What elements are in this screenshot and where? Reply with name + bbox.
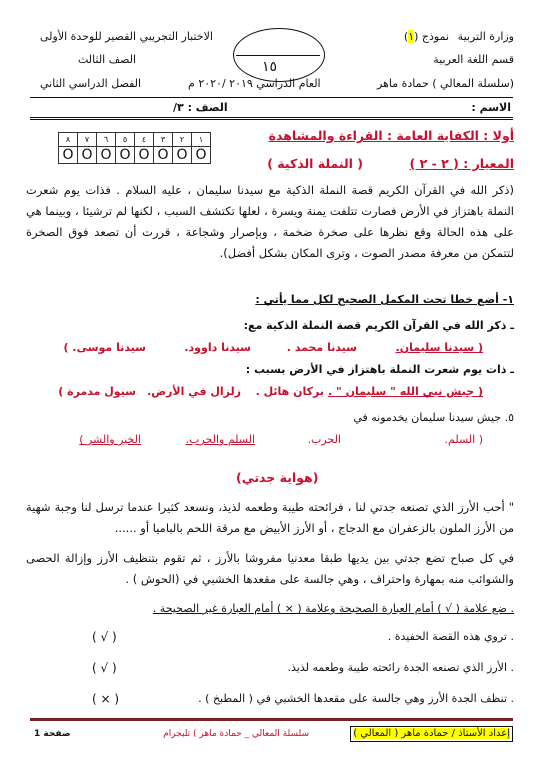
grid-number: ٧ [78, 133, 97, 147]
q1-option-1: ( سيدنا سليمان. [395, 341, 483, 354]
grid-circle: O [116, 147, 135, 164]
q3-option-2: الحرب. [307, 433, 341, 446]
score-value: ١٥ [262, 59, 278, 75]
header-bottom-line [30, 117, 513, 118]
model-label [404, 30, 449, 44]
story2-paragraph2: في كل صباح تضع جدتي بين يديها طبقا معدنيا مفروشا بالأرز ، ثم تقوم بتنظيف الأرز وإزالة الحصى والشوائب منه بمهارة واحتراف ، وهي جالسة على مقعدها الخشبي في (الحوش ) . [26, 551, 514, 586]
tf-item-2-mark: ( √ ) [92, 661, 117, 675]
section1-title: أولا : الكفاية العامة : القراءة والمشاهدة [268, 128, 514, 143]
instruction-text: . ضع علامة ( √ ) أمام العبارة الصحيحة وعلامة ( × ) أمام العبارة غير الصحيحة . [152, 602, 514, 615]
q2-option-4: سيول مدمرة ) [58, 385, 136, 398]
model-close: ) [403, 30, 409, 43]
grid-circle: O [59, 147, 78, 164]
q1-option-2: سيدنا محمد . [286, 341, 357, 354]
question1-item1: ـ ذكر الله في القرآن الكريم قصة النملة الذكية مع: [243, 319, 514, 332]
question1-title: ١- أضع خطا تحت المكمل الصحيح لكل مما يأتي : [255, 293, 514, 306]
grid-number-row [59, 133, 211, 147]
tf-item-3-mark: ( × ) [92, 692, 120, 706]
header-bottom-line-2 [30, 119, 513, 120]
tf-item-2-text: . الأرز الذي تصنعه الجدة رائحته طيبة وطعمه لذيذ. [287, 661, 514, 674]
q1-option-3: سيدنا داوود. [184, 341, 251, 354]
grade-label: الصف الثالث [78, 53, 137, 66]
score-divider [236, 55, 320, 56]
model-text: نموذج ( [414, 30, 449, 43]
grid-number: ١ [192, 133, 211, 147]
q2-option-3: زلزال في الأرض. [147, 385, 241, 398]
grid-circle: O [97, 147, 116, 164]
exam-title: الاختبار التجريبي القصير للوحدة الأولى [40, 30, 213, 43]
tf-item-1-text: . تروي هذه القصة الحفيدة . [387, 630, 514, 643]
answer-grid [58, 132, 211, 164]
grid-number: ٦ [97, 133, 116, 147]
model-number: ١ [408, 30, 415, 43]
q1-option-4: سيدنا موسى. ) [63, 341, 146, 354]
footer-bar [30, 718, 513, 721]
footer-channel: سلسلة المعالي _ حمادة ماهر ) تليجرام [163, 729, 309, 739]
tf-item-1-mark: ( √ ) [92, 630, 117, 644]
story2-paragraph1: " أحب الأرز الذي تصنعه جدتي لنا ، فرائحته طيبة وطعمه لذيذ، ونسعد كثيرا عندما ترسل لنا وجبة شهية من الأرز الملون بالزعفران مع الدجاج ، أو الأرز الأبيض مع مرقة اللحم بالباميا أو ...... [26, 500, 514, 535]
q2-option-1: ( جيش نبي الله " سليمان " . [328, 385, 483, 398]
grid-circle: O [78, 147, 97, 164]
grid-number: ٢ [173, 133, 192, 147]
q3-option-4: الخير والشر ) [79, 433, 141, 446]
semester-label: الفصل الدراسي الثاني [40, 77, 142, 90]
story2-title: (هواية جدتي) [236, 470, 319, 485]
q3-option-1: ( السلم. [444, 433, 483, 446]
department-label: قسم اللغة العربية [433, 53, 514, 66]
academic-year: العام الدراسي ٢٠١٩ /٢٠٢٠ م [188, 77, 321, 90]
q2-option-2: بركان هائل . [255, 385, 324, 398]
story-title: ( النملة الذكية ) [267, 156, 363, 171]
page-number: صفحة 1 [34, 729, 71, 739]
class-label: الصف : ٣/ [173, 101, 228, 114]
q3-option-3: السلم والحرب. [185, 433, 255, 446]
grid-circle: O [173, 147, 192, 164]
question1-item2: ـ ذات يوم شعرت النملة باهتزاز في الأرض بسبب : [245, 363, 514, 376]
grid-number: ٨ [59, 133, 78, 147]
series-label: (سلسلة المعالي ) حمادة ماهر [376, 77, 514, 90]
story-paragraph: (ذكر الله في القرآن الكريم قصة النملة الذكية مع سيدنا سليمان ، عليه السلام . فذات يوم شعرت النملة باهتزاز في الأرض فصارت تتلفت يمنة ويسرة ، لعلها تكتشف السبب ، لكنها لم ترشيئا ، وبينما هي على هذه الحالة وقع نظرها على صخرة ضخمة ، وبإصرار وشجاعة ، قررت أن تصعد فوق الصخرة لتتمكن من معرفة مصدر الصوت ، وترى المكان بشكل أفضل). [26, 183, 514, 260]
grid-circle: O [192, 147, 211, 164]
ministry-label: وزارة التربية [457, 30, 514, 43]
standard-label: المعيار : ( ٢ - ٢ ) [409, 156, 514, 171]
name-label: الاسم : [471, 101, 511, 114]
question1-item3: ٥. جيش سيدنا سليمان يخدمونه في [353, 411, 514, 424]
footer-prepared [350, 726, 513, 742]
tf-item-3-text: . تنظف الجدة الأرز وهي جالسة على مقعدها الخشبي في ( المطبخ ) . [198, 692, 514, 705]
grid-circle: O [135, 147, 154, 164]
header-top-line [30, 97, 513, 98]
grid-number: ٤ [135, 133, 154, 147]
grid-number: ٣ [154, 133, 173, 147]
grid-number: ٥ [116, 133, 135, 147]
grid-circle: O [154, 147, 173, 164]
grid-circle-row [59, 147, 211, 164]
footer-prepared-text: إعداد الأستاذ / حمادة ماهر ( المعالي ) [353, 728, 510, 739]
